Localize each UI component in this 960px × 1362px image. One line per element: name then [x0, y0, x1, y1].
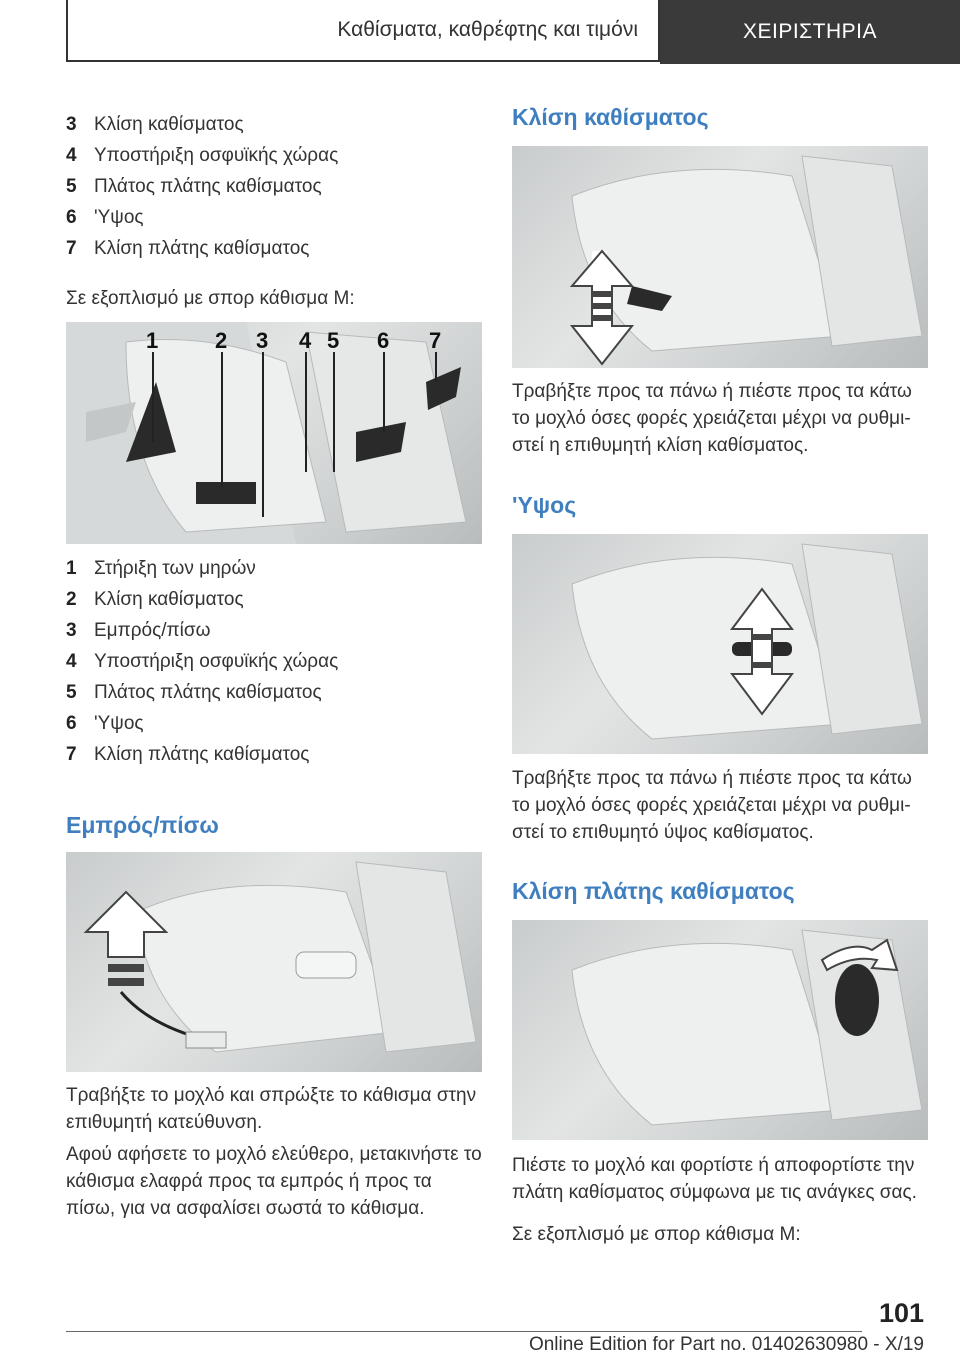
- forward-lever-image: [66, 852, 482, 1072]
- section-title: Καθίσματα, καθρέφτης και τιμόνι: [66, 0, 660, 62]
- diagram-label-1: 1: [146, 328, 159, 353]
- diagram-label-6: 6: [377, 328, 390, 353]
- tilt-lever-image: [512, 146, 928, 368]
- height-paragraph: Τραβήξτε προς τα πάνω ή πιέστε προς τα κάτω το μοχλό όσες φορές χρειάζεται μέχρι να ρυθμι-στεί το επιθυμητό ύψος καθίσματος.: [512, 768, 912, 843]
- list-item: 6 'Υψος: [66, 713, 144, 734]
- chapter-tab: ΧΕΙΡΙΣΤΗΡΙΑ: [660, 0, 960, 64]
- list-item: 1 Στήριξη των μηρών: [66, 558, 256, 579]
- list-item: 7 Κλίση πλάτης καθίσματος: [66, 744, 310, 765]
- forward-paragraph-2: Αφού αφήσετε το μοχλό ελεύθερο, μετακινήστε το κάθισμα ελαφρά προς τα εμπρός ή προς τα πίσω, για να ασφαλίσει σωστά το κάθισμα.: [66, 1144, 482, 1219]
- list-item: 6 'Υψος: [66, 207, 144, 228]
- height-lever-image: [512, 534, 928, 754]
- height-heading: 'Υψος: [512, 492, 577, 518]
- diagram-label-7: 7: [429, 328, 442, 353]
- left-list-top: [66, 109, 482, 264]
- list-item: 3 Κλίση καθίσματος: [66, 114, 244, 135]
- list-item: 5 Πλάτος πλάτης καθίσματος: [66, 176, 322, 197]
- list-item: 5 Πλάτος πλάτης καθίσματος: [66, 682, 322, 703]
- left-list-bottom: [66, 553, 482, 770]
- right-sport-seat-note: Σε εξοπλισμό με σπορ κάθισμα M:: [512, 1224, 801, 1245]
- backrest-lever-image: [512, 920, 928, 1140]
- diagram-label-3: 3: [256, 328, 269, 353]
- diagram-label-4: 4: [299, 328, 312, 353]
- page-header: [66, 0, 960, 64]
- list-item: 3 Εμπρός/πίσω: [66, 620, 211, 641]
- list-item: 4 Υποστήριξη οσφυϊκής χώρας: [66, 145, 339, 166]
- forward-heading: Εμπρός/πίσω: [66, 812, 219, 838]
- backrest-heading: Κλίση πλάτης καθίσματος: [512, 878, 795, 904]
- footer-edition: Online Edition for Part no. 01402630980 - X/19: [528, 1334, 924, 1355]
- footer-divider: [66, 1331, 862, 1332]
- sport-seat-diagram: [66, 322, 482, 544]
- tilt-paragraph: Τραβήξτε προς τα πάνω ή πιέστε προς τα κάτω το μοχλό όσες φορές χρειάζεται μέχρι να ρυθμι-στεί η επιθυμητή κλίση καθίσματος.: [512, 381, 912, 456]
- forward-paragraph-1: Τραβήξτε το μοχλό και σπρώξτε το κάθισμα στην επιθυμητή κατεύθυνση.: [66, 1085, 477, 1133]
- list-item: 2 Κλίση καθίσματος: [66, 589, 244, 610]
- list-item: 7 Κλίση πλάτης καθίσματος: [66, 238, 310, 259]
- page-number: 101: [878, 1298, 924, 1328]
- sport-seat-note: Σε εξοπλισμό με σπορ κάθισμα M:: [66, 288, 355, 309]
- diagram-label-5: 5: [327, 328, 340, 353]
- backrest-paragraph: Πιέστε το μοχλό και φορτίστε ή αποφορτίστε την πλάτη καθίσματος σύμφωνα με τις ανάγκες σας.: [512, 1155, 917, 1203]
- tilt-heading: Κλίση καθίσματος: [512, 104, 709, 130]
- list-item: 4 Υποστήριξη οσφυϊκής χώρας: [66, 651, 339, 672]
- diagram-label-2: 2: [215, 328, 228, 353]
